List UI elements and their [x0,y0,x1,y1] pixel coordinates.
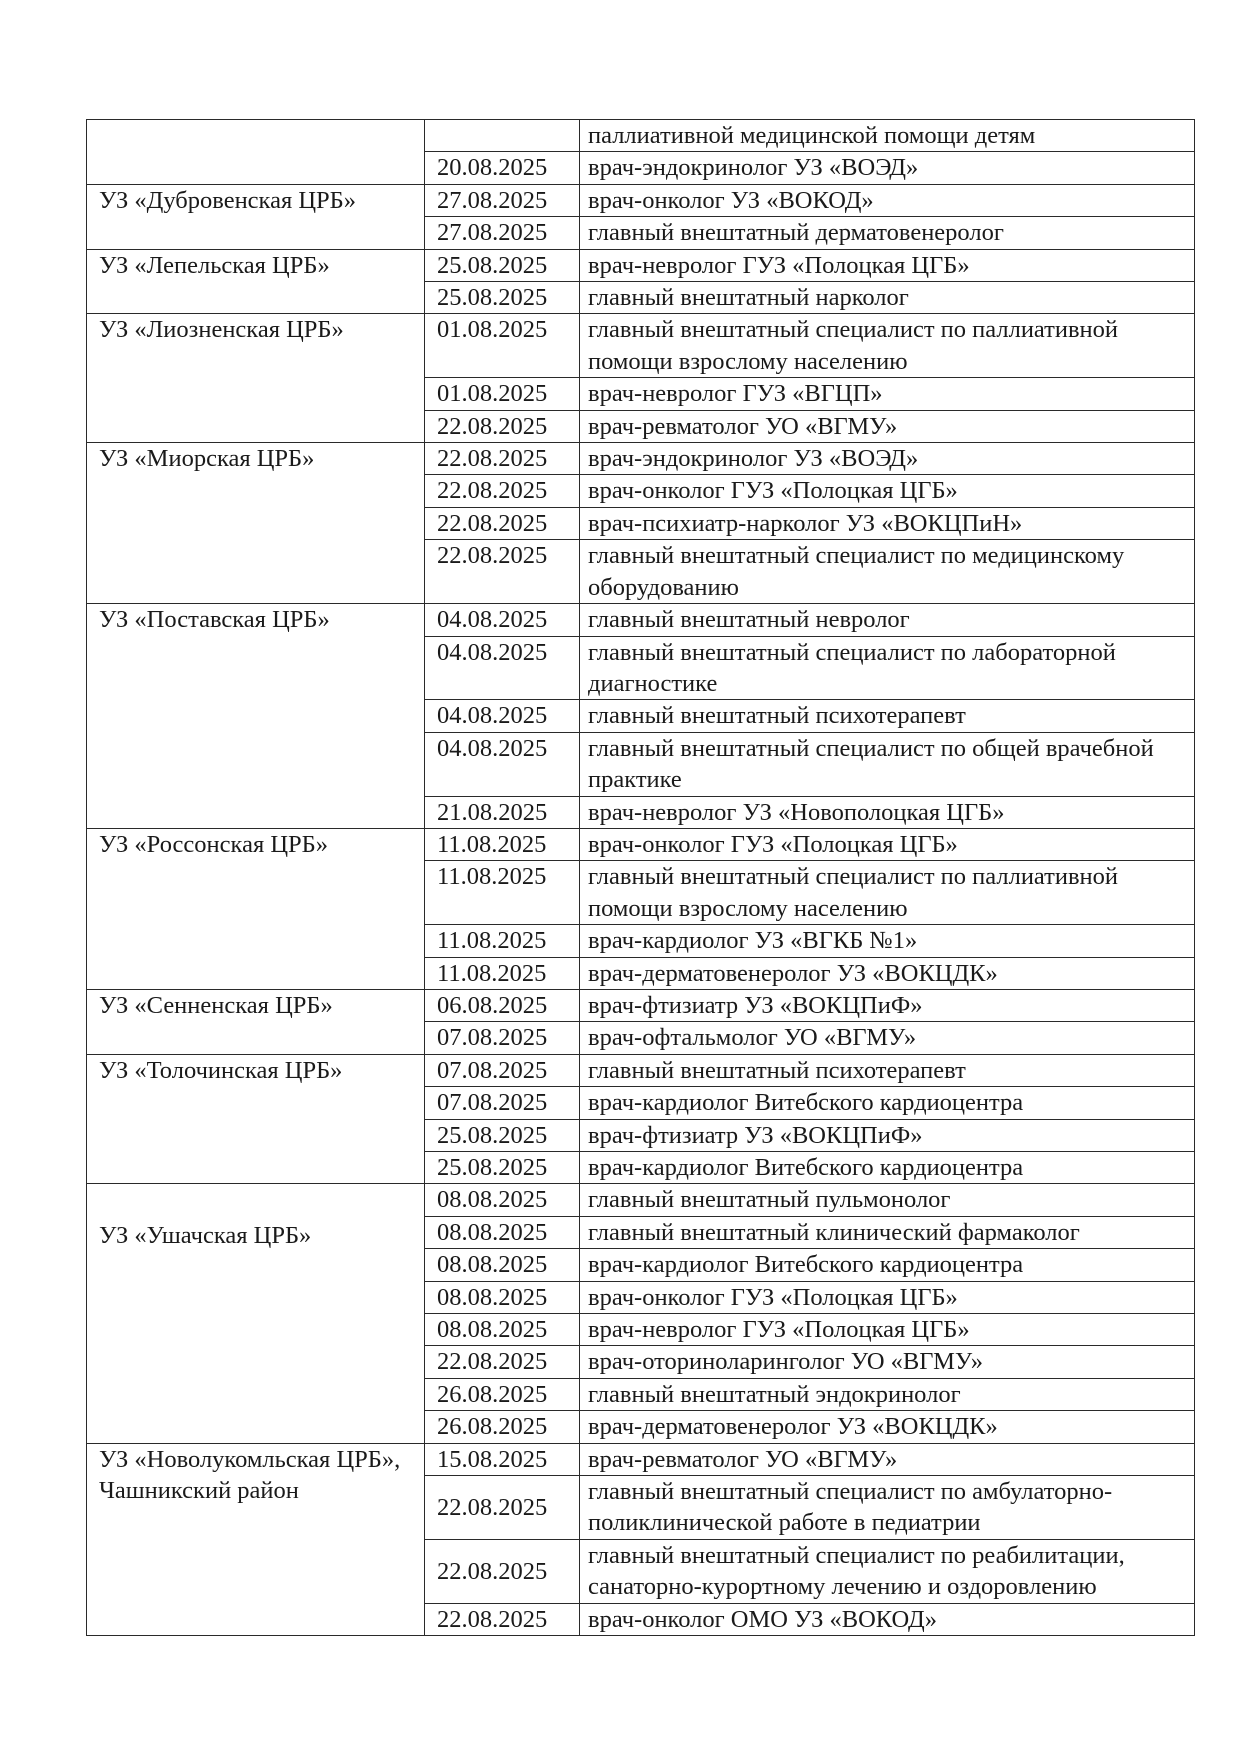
specialist-cell: главный внештатный психотерапевт [580,1054,1195,1086]
date-cell [425,120,580,152]
table-row [87,443,1195,475]
table-row [87,828,1195,860]
date-cell: 25.08.2025 [425,249,580,281]
specialist-cell: врач-онколог ГУЗ «Полоцкая ЦГБ» [580,828,1195,860]
date-cell: 11.08.2025 [425,925,580,957]
date-cell: 27.08.2025 [425,184,580,216]
date-cell: 11.08.2025 [425,828,580,860]
specialist-cell: врач-онколог ГУЗ «Полоцкая ЦГБ» [580,1281,1195,1313]
specialist-cell: главный внештатный специалист по общей врачебной практике [580,732,1195,796]
organization-cell: УЗ «Миорская ЦРБ» [87,443,425,604]
date-cell: 07.08.2025 [425,1087,580,1119]
specialist-cell: главный внештатный специалист по паллиативной помощи взрослому населению [580,861,1195,925]
date-cell: 04.08.2025 [425,700,580,732]
table-row [87,1054,1195,1086]
date-cell: 06.08.2025 [425,989,580,1021]
table-row [87,120,1195,152]
date-cell: 20.08.2025 [425,152,580,184]
date-cell: 25.08.2025 [425,282,580,314]
specialist-cell: врач-эндокринолог УЗ «ВОЭД» [580,443,1195,475]
specialist-cell: врач-онколог ГУЗ «Полоцкая ЦГБ» [580,475,1195,507]
specialist-cell: врач-эндокринолог УЗ «ВОЭД» [580,152,1195,184]
date-cell: 07.08.2025 [425,1022,580,1054]
specialist-cell: главный внештатный невролог [580,604,1195,636]
date-cell: 22.08.2025 [425,443,580,475]
date-cell: 25.08.2025 [425,1152,580,1184]
date-cell: 11.08.2025 [425,957,580,989]
specialist-cell: главный внештатный специалист по медицинскому оборудованию [580,540,1195,604]
date-cell: 22.08.2025 [425,410,580,442]
date-cell: 22.08.2025 [425,475,580,507]
date-cell: 27.08.2025 [425,217,580,249]
date-cell: 26.08.2025 [425,1411,580,1443]
specialist-cell: врач-дерматовенеролог УЗ «ВОКЦДК» [580,957,1195,989]
organization-cell: УЗ «Толочинская ЦРБ» [87,1054,425,1184]
organization-cell: УЗ «Лепельская ЦРБ» [87,249,425,314]
specialist-cell: главный внештатный специалист по лабораторной диагностике [580,636,1195,700]
specialist-cell: главный внештатный дерматовенеролог [580,217,1195,249]
date-cell: 01.08.2025 [425,378,580,410]
organization-cell: УЗ «Новолукомльская ЦРБ», Чашникский район [87,1443,425,1635]
specialist-cell: врач-фтизиатр УЗ «ВОКЦПиФ» [580,1119,1195,1151]
specialist-cell: врач-невролог ГУЗ «ВГЦП» [580,378,1195,410]
specialist-cell: врач-кардиолог Витебского кардиоцентра [580,1087,1195,1119]
date-cell: 08.08.2025 [425,1216,580,1248]
date-cell: 04.08.2025 [425,604,580,636]
organization-cell: УЗ «Сенненская ЦРБ» [87,989,425,1054]
date-cell: 22.08.2025 [425,1346,580,1378]
date-cell: 21.08.2025 [425,796,580,828]
organization-cell: УЗ «Россонская ЦРБ» [87,828,425,989]
specialist-cell: врач-кардиолог УЗ «ВГКБ №1» [580,925,1195,957]
specialist-cell: главный внештатный эндокринолог [580,1378,1195,1410]
organization-cell: УЗ «Поставская ЦРБ» [87,604,425,829]
table-row [87,989,1195,1021]
date-cell: 22.08.2025 [425,1603,580,1635]
table-row [87,184,1195,216]
date-cell: 26.08.2025 [425,1378,580,1410]
date-cell: 07.08.2025 [425,1054,580,1086]
specialist-cell: врач-онколог ОМО УЗ «ВОКОД» [580,1603,1195,1635]
specialist-cell: врач-ревматолог УО «ВГМУ» [580,1443,1195,1475]
specialist-cell: главный внештатный клинический фармаколог [580,1216,1195,1248]
schedule-table [86,119,1195,1636]
date-cell: 04.08.2025 [425,636,580,700]
table-row [87,1184,1195,1216]
specialist-cell: главный внештатный специалист по паллиативной помощи взрослому населению [580,314,1195,378]
table-row [87,249,1195,281]
specialist-cell: врач-кардиолог Витебского кардиоцентра [580,1249,1195,1281]
date-cell: 11.08.2025 [425,861,580,925]
specialist-cell: врач-невролог ГУЗ «Полоцкая ЦГБ» [580,249,1195,281]
specialist-cell: главный внештатный специалист по амбулаторно-поликлинической работе в педиатрии [580,1476,1195,1540]
date-cell: 08.08.2025 [425,1184,580,1216]
date-cell: 22.08.2025 [425,540,580,604]
date-cell: 04.08.2025 [425,732,580,796]
date-cell: 08.08.2025 [425,1249,580,1281]
organization-cell: УЗ «Ушачская ЦРБ» [87,1184,425,1443]
specialist-cell: врач-дерматовенеролог УЗ «ВОКЦДК» [580,1411,1195,1443]
specialist-cell: врач-невролог УЗ «Новополоцкая ЦГБ» [580,796,1195,828]
date-cell: 22.08.2025 [425,507,580,539]
date-cell: 22.08.2025 [425,1539,580,1603]
table-row [87,1443,1195,1475]
schedule-table-body [87,120,1195,1636]
table-row [87,314,1195,378]
specialist-cell: врач-фтизиатр УЗ «ВОКЦПиФ» [580,989,1195,1021]
specialist-cell: врач-кардиолог Витебского кардиоцентра [580,1152,1195,1184]
table-row [87,604,1195,636]
specialist-cell: главный внештатный специалист по реабилитации, санаторно-курортному лечению и оздоровлению [580,1539,1195,1603]
specialist-cell: паллиативной медицинской помощи детям [580,120,1195,152]
specialist-cell: врач-психиатр-нарколог УЗ «ВОКЦПиН» [580,507,1195,539]
specialist-cell: врач-невролог ГУЗ «Полоцкая ЦГБ» [580,1314,1195,1346]
date-cell: 08.08.2025 [425,1281,580,1313]
specialist-cell: главный внештатный психотерапевт [580,700,1195,732]
organization-cell [87,120,425,185]
date-cell: 01.08.2025 [425,314,580,378]
date-cell: 08.08.2025 [425,1314,580,1346]
date-cell: 25.08.2025 [425,1119,580,1151]
specialist-cell: врач-офтальмолог УО «ВГМУ» [580,1022,1195,1054]
specialist-cell: главный внештатный пульмонолог [580,1184,1195,1216]
specialist-cell: главный внештатный нарколог [580,282,1195,314]
date-cell: 15.08.2025 [425,1443,580,1475]
organization-cell: УЗ «Дубровенская ЦРБ» [87,184,425,249]
specialist-cell: врач-оториноларинголог УО «ВГМУ» [580,1346,1195,1378]
specialist-cell: врач-ревматолог УО «ВГМУ» [580,410,1195,442]
organization-cell: УЗ «Лиозненская ЦРБ» [87,314,425,443]
date-cell: 22.08.2025 [425,1476,580,1540]
specialist-cell: врач-онколог УЗ «ВОКОД» [580,184,1195,216]
